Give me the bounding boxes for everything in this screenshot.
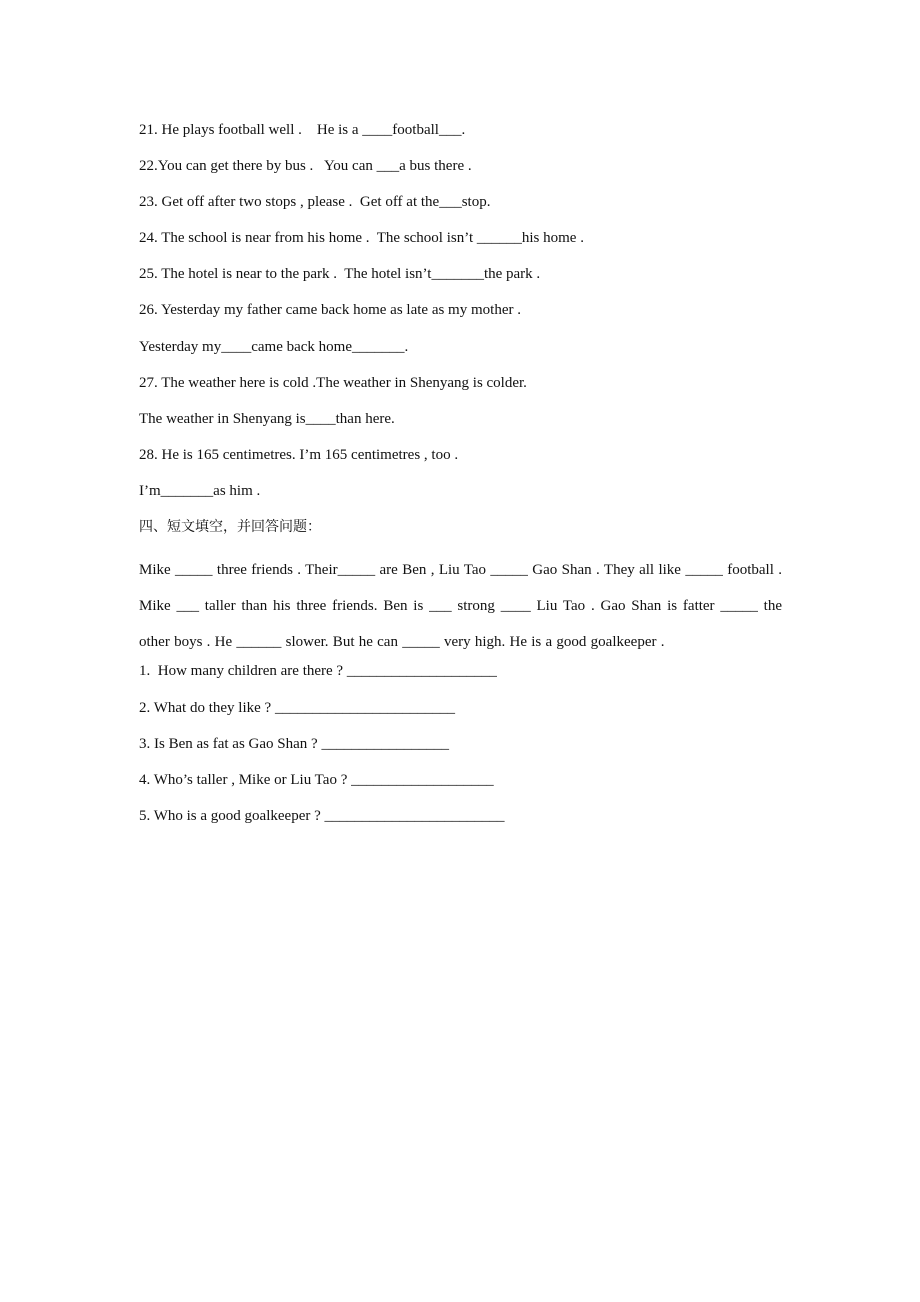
question-line: 4. Who’s taller , Mike or Liu Tao ? ___________________ — [139, 771, 494, 788]
question-line: 2. What do they like ? ________________________ — [139, 699, 455, 716]
worksheet-page — [139, 119, 782, 841]
exercise-line: 22.You can get there by bus . You can ___a bus there . — [139, 158, 472, 175]
question-line: 3. Is Ben as fat as Gao Shan ? _________________ — [139, 735, 449, 752]
exercise-line: 26. Yesterday my father came back home as late as my mother . — [139, 302, 521, 319]
exercise-line: 21. He plays football well . He is a ____football___. — [139, 122, 466, 138]
exercise-line: 24. The school is near from his home . The school isn’t ______his home . — [139, 230, 584, 247]
exercise-line: I’m_______as him . — [139, 482, 261, 499]
exercise-line: The weather in Shenyang is____than here. — [139, 410, 395, 427]
exercise-line: 27. The weather here is cold .The weather in Shenyang is colder. — [139, 374, 527, 391]
exercise-line: 23. Get off after two stops , please . Get off at the___stop. — [139, 194, 491, 211]
cloze-passage: Mike _____ three friends . Their_____ are Ben , Liu Tao _____ Gao Shan . They all like _____ football . Mike ___ taller than his three friends. Ben is ___ strong ____ Liu Tao . Gao Shan is fatter _____ the other boys . He ______ slower. But he can _____ very high. He is a good goalkeeper . — [139, 562, 782, 651]
question-line: 1. How many children are there ? ____________________ — [139, 663, 497, 680]
exercise-line: 28. He is 165 centimetres. I’m 165 centimetres , too . — [139, 446, 459, 463]
exercise-line: 25. The hotel is near to the park . The hotel isn’t_______the park . — [139, 266, 541, 283]
exercise-line: Yesterday my____came back home_______. — [139, 338, 409, 355]
question-line: 5. Who is a good goalkeeper ? ________________________ — [139, 807, 505, 824]
section-heading: 四、短文填空，并回答问题： — [139, 519, 321, 536]
